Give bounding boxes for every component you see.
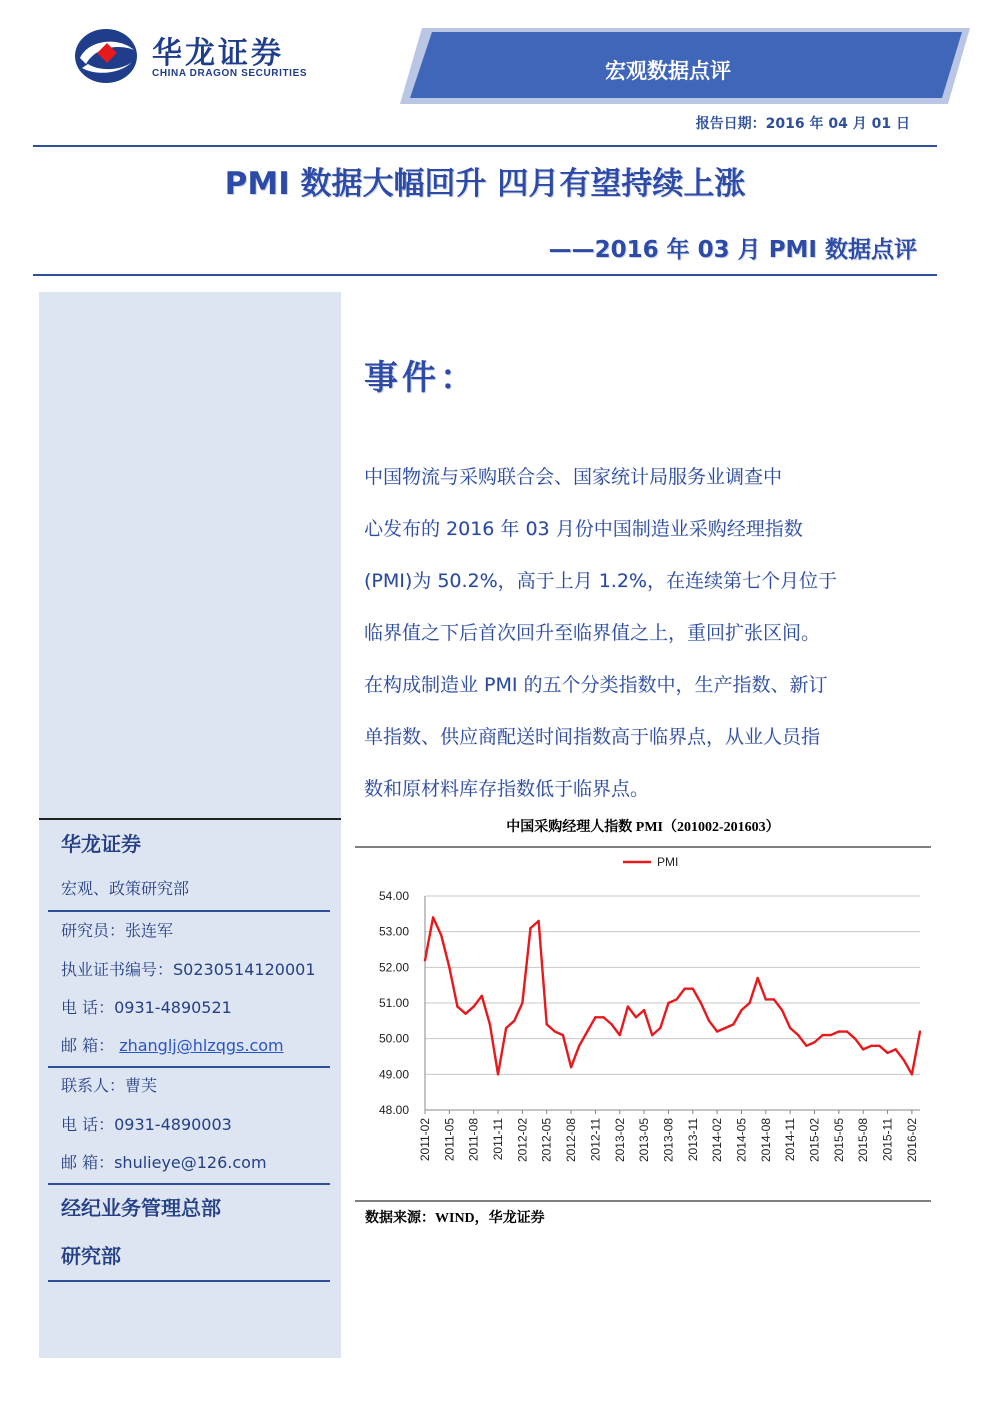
- pmi-data-point: [773, 998, 775, 1000]
- analyst-phone: 电 话：0931-4890521: [61, 998, 232, 1017]
- x-tick-label: 2011-08: [466, 1118, 481, 1162]
- pmi-data-point: [724, 1027, 726, 1029]
- sidebar-divider: [48, 910, 330, 912]
- pmi-data-point: [894, 1048, 896, 1050]
- x-tick-label: 2015-11: [880, 1118, 895, 1162]
- analyst-email-row: [61, 1033, 284, 1056]
- contact-email: 邮 箱：shulieye@126.com: [61, 1153, 267, 1172]
- pmi-data-point: [627, 1005, 629, 1007]
- pmi-data-point: [489, 1023, 491, 1025]
- pmi-data-point: [919, 1030, 921, 1032]
- pmi-data-point: [821, 1034, 823, 1036]
- pmi-data-point: [651, 1034, 653, 1036]
- pmi-data-point: [610, 1023, 612, 1025]
- pmi-data-point: [659, 1027, 661, 1029]
- y-tick-label: 52.00: [378, 960, 409, 975]
- pmi-data-point: [805, 1045, 807, 1047]
- pmi-data-point: [513, 1020, 515, 1022]
- sidebar-company: 华龙证券: [61, 832, 141, 856]
- x-tick-label: 2015-02: [807, 1118, 822, 1163]
- x-tick-label: 2015-08: [856, 1118, 871, 1163]
- report-type-label: 宏观数据点评: [605, 59, 731, 83]
- event-heading: 事件：: [364, 358, 478, 398]
- pmi-data-point: [529, 927, 531, 929]
- dragon-logo-icon: [72, 24, 140, 86]
- pmi-data-point: [830, 1034, 832, 1036]
- pmi-data-point: [537, 920, 539, 922]
- page-title: PMI 数据大幅回升 四月有望持续上涨: [224, 166, 746, 202]
- analyst-email-label: 邮 箱：: [61, 1036, 115, 1055]
- body-paragraph-line: 中国物流与采购联合会、国家统计局服务业调查中: [364, 466, 783, 488]
- pmi-data-point: [732, 1023, 734, 1025]
- pmi-data-point: [740, 1009, 742, 1011]
- x-tick-label: 2013-08: [661, 1118, 676, 1163]
- pmi-data-point: [692, 988, 694, 990]
- pmi-data-point: [464, 1013, 466, 1015]
- pmi-data-point: [675, 998, 677, 1000]
- sidebar-divider: [48, 1280, 330, 1282]
- pmi-data-point: [424, 959, 426, 961]
- pmi-line-chart: [355, 844, 931, 1204]
- pmi-data-point: [716, 1030, 718, 1032]
- pmi-data-point: [708, 1020, 710, 1022]
- x-tick-label: 2012-08: [564, 1118, 579, 1163]
- report-date: 报告日期：2016 年 04 月 01 日: [695, 116, 910, 132]
- pmi-data-point: [635, 1016, 637, 1018]
- pmi-data-point: [870, 1045, 872, 1047]
- chart-source: 数据来源：WIND，华龙证券: [365, 1211, 545, 1226]
- pmi-data-point: [586, 1030, 588, 1032]
- pmi-data-point: [886, 1052, 888, 1054]
- x-tick-label: 2014-08: [758, 1118, 773, 1163]
- x-tick-label: 2014-02: [710, 1118, 725, 1163]
- y-tick-label: 53.00: [378, 924, 409, 939]
- pmi-data-point: [505, 1027, 507, 1029]
- contact-phone: 电 话：0931-4890003: [61, 1115, 232, 1134]
- pmi-data-point: [456, 1005, 458, 1007]
- chart-title: 中国采购经理人指数 PMI（201002-201603）: [506, 820, 780, 835]
- header-divider: [33, 145, 937, 147]
- pmi-data-point: [546, 1023, 548, 1025]
- sidebar-divider: [48, 1183, 330, 1185]
- pmi-data-point: [448, 966, 450, 968]
- pmi-data-point: [700, 1002, 702, 1004]
- x-tick-label: 2013-11: [685, 1118, 700, 1162]
- x-tick-label: 2013-05: [637, 1118, 652, 1163]
- pmi-data-point: [554, 1030, 556, 1032]
- legend-label: PMI: [657, 855, 679, 869]
- x-tick-label: 2014-11: [783, 1118, 798, 1162]
- pmi-data-point: [578, 1045, 580, 1047]
- pmi-data-point: [594, 1016, 596, 1018]
- pmi-data-point: [854, 1037, 856, 1039]
- x-tick-label: 2011-02: [418, 1118, 432, 1162]
- pmi-data-point: [838, 1030, 840, 1032]
- body-paragraph-line: 数和原材料库存指数低于临界点。: [364, 778, 650, 800]
- sidebar-department: 宏观、政策研究部: [61, 879, 190, 898]
- x-tick-label: 2011-11: [491, 1118, 506, 1161]
- pmi-data-point: [440, 934, 442, 936]
- contact-name: 联系人：曹芙: [61, 1076, 158, 1095]
- pmi-data-point: [789, 1027, 791, 1029]
- body-paragraph-line: 临界值之下后首次回升至临界值之上，重回扩张区间。: [364, 622, 821, 644]
- pmi-data-point: [813, 1041, 815, 1043]
- pmi-data-point: [878, 1045, 880, 1047]
- y-tick-label: 48.00: [378, 1103, 409, 1117]
- x-tick-label: 2012-11: [588, 1118, 603, 1162]
- pmi-data-point: [643, 1009, 645, 1011]
- pmi-data-point: [602, 1016, 604, 1018]
- y-tick-label: 49.00: [378, 1067, 409, 1082]
- pmi-data-point: [497, 1073, 499, 1075]
- page-subtitle: ——2016 年 03 月 PMI 数据点评: [548, 237, 917, 263]
- pmi-data-point: [472, 1005, 474, 1007]
- body-paragraph-line: 在构成制造业 PMI 的五个分类指数中，生产指数、新订: [364, 674, 828, 696]
- pmi-data-point: [781, 1009, 783, 1011]
- x-tick-label: 2014-05: [734, 1118, 749, 1163]
- pmi-data-point: [862, 1048, 864, 1050]
- sidebar-divider: [48, 1066, 330, 1068]
- title-divider: [33, 274, 937, 276]
- x-tick-label: 2012-05: [539, 1118, 554, 1163]
- pmi-data-point: [757, 977, 759, 979]
- x-tick-label: 2015-05: [831, 1118, 846, 1163]
- x-tick-label: 2016-02: [904, 1118, 919, 1163]
- x-tick-label: 2011-05: [442, 1118, 457, 1162]
- y-tick-label: 51.00: [378, 996, 409, 1010]
- unit-name-line1: 经纪业务管理总部: [61, 1196, 221, 1220]
- x-tick-label: 2013-02: [612, 1118, 627, 1163]
- unit-name-line2: 研究部: [61, 1244, 121, 1268]
- pmi-data-point: [521, 1002, 523, 1004]
- pmi-data-point: [481, 995, 483, 997]
- body-paragraph-line: 单指数、供应商配送时间指数高于临界点，从业人员指: [364, 726, 821, 748]
- body-paragraph-line: (PMI)为 50.2%，高于上月 1.2%，在连续第七个月位于: [364, 570, 837, 592]
- logo-chinese-name: 华龙证券: [152, 36, 284, 71]
- pmi-data-point: [797, 1034, 799, 1036]
- pmi-data-point: [570, 1066, 572, 1068]
- pmi-data-point: [667, 1002, 669, 1004]
- logo-english-name: CHINA DRAGON SECURITIES: [152, 68, 308, 79]
- pmi-data-point: [903, 1059, 905, 1061]
- pmi-data-point: [911, 1073, 913, 1075]
- pmi-data-point: [619, 1034, 621, 1036]
- sidebar-divider: [39, 818, 341, 820]
- pmi-data-point: [748, 1002, 750, 1004]
- analyst-email-link[interactable]: zhanglj@hlzqgs.com: [119, 1036, 284, 1055]
- pmi-data-point: [683, 988, 685, 990]
- pmi-data-point: [765, 998, 767, 1000]
- pmi-data-point: [562, 1034, 564, 1036]
- y-tick-label: 54.00: [378, 889, 409, 903]
- pmi-data-point: [846, 1030, 848, 1032]
- analyst-license: 执业证书编号：S0230514120001: [61, 960, 316, 979]
- x-tick-label: 2012-02: [515, 1118, 530, 1163]
- company-logo: [72, 20, 332, 92]
- y-tick-label: 50.00: [378, 1031, 409, 1046]
- analyst-name: 研究员：张连军: [61, 921, 174, 940]
- pmi-data-point: [432, 916, 434, 918]
- pmi-series-line: [425, 917, 920, 1074]
- body-paragraph-line: 心发布的 2016 年 03 月份中国制造业采购经理指数: [364, 518, 803, 540]
